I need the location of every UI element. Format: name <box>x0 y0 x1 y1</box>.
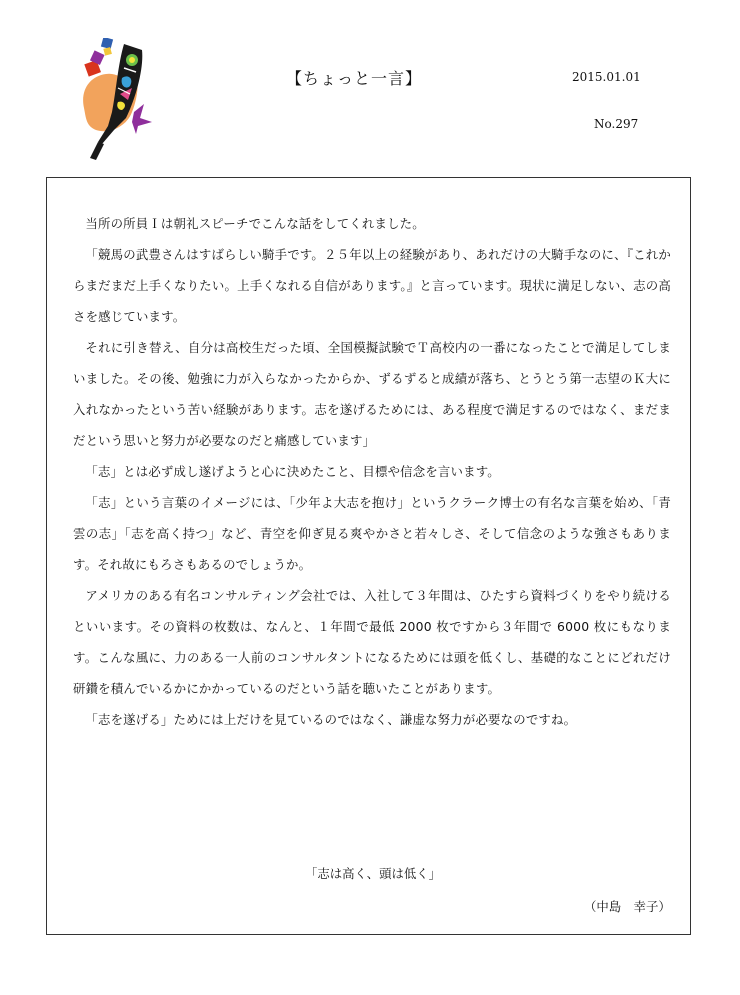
author-name: （中島 幸子） <box>584 899 671 914</box>
article-body <box>73 208 671 735</box>
paragraph: アメリカのある有名コンサルティング会社では、入社して３年間は、ひたすら資料づくりをやり続けるといいます。その資料の枚数は、なんと、１年間で最低 2000 枚ですから３年間で 6000 枚にもなります。こんな風に、力のある一人前のコンサルタントになるためには頭を低くし、基礎的なことにどれだけ研鑽を積んでいるかにかかっているのだという話を聴いたことがあります。 <box>73 588 671 696</box>
hagoita-icon <box>78 38 178 160</box>
issue-number: No.297 <box>594 117 639 131</box>
paragraph: 当所の所員Ｉは朝礼スピーチでこんな話をしてくれました。 <box>85 216 425 231</box>
closing-motto: 「志は高く、頭は低く」 <box>304 866 442 881</box>
paragraph: 「志」とは必ず成し遂げようと心に決めたこと、目標や信念を言います。 <box>85 464 500 479</box>
issue-date: 2015.01.01 <box>572 70 641 84</box>
paragraph: 「志」という言葉のイメージには、「少年よ大志を抱け」というクラーク博士の有名な言葉を始め、「青雲の志」「志を高く持つ」など、青空を仰ぎ見る爽やかさと若々しさ、そして信念のような強さもあります。それ故にもろさもあるのでしょうか。 <box>73 495 671 572</box>
page-title: 【ちょっと一言】 <box>286 69 423 88</box>
paragraph: それに引き替え、自分は高校生だった頃、全国模擬試験でＴ高校内の一番になったことで満足してしまいました。その後、勉強に力が入らなかったからか、ずるずると成績が落ち、とうとう第一志望のＫ大に入れなかったという苦い経験があります。志を遂げるためには、ある程度で満足するのではなく、まだまだという思いと努力が必要なのだと痛感しています」 <box>73 340 671 448</box>
paragraph: 「競馬の武豊さんはすばらしい騎手です。２５年以上の経験があり、あれだけの大騎手なのに、『これからまだまだ上手くなりたい。上手くなれる自信があります。』と言っています。現状に満足しない、志の高さを感じています。 <box>73 247 671 324</box>
paragraph: 「志を遂げる」ためには上だけを見ているのではなく、謙虚な努力が必要なのですね。 <box>85 712 577 727</box>
